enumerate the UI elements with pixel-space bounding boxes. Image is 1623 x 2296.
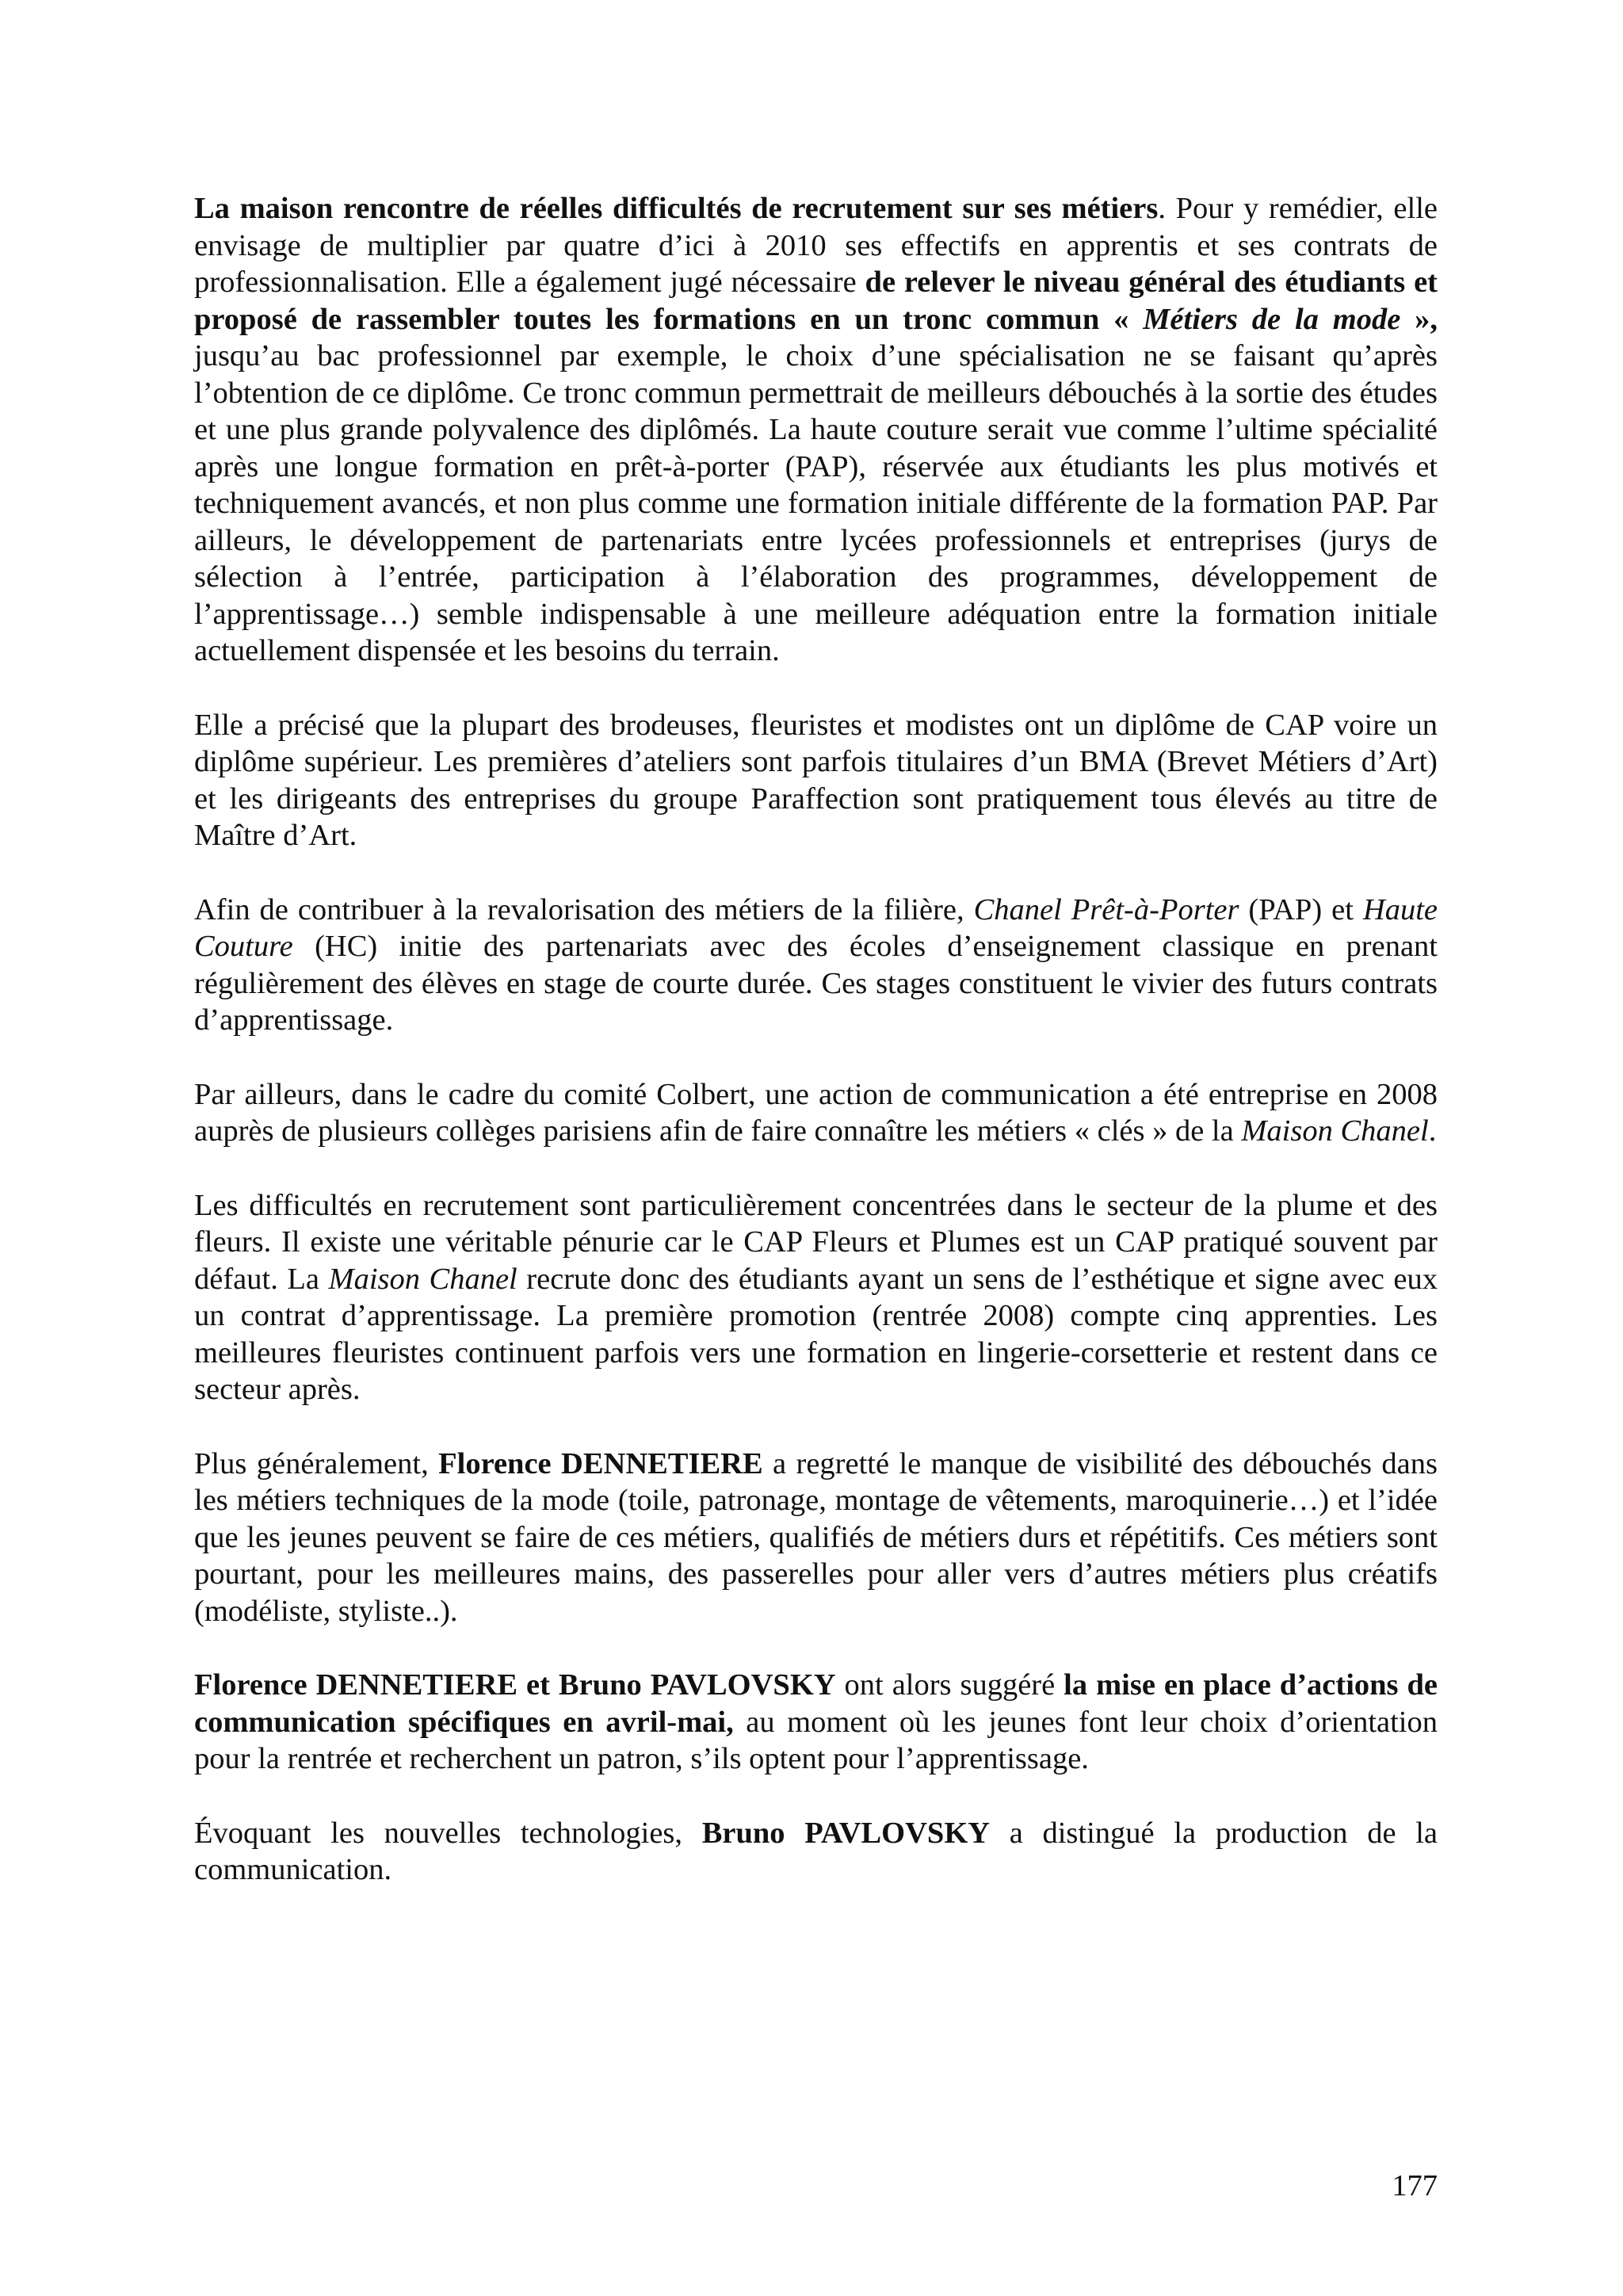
text-span: Maison Chanel <box>1241 1114 1429 1148</box>
text-span: Maison Chanel <box>328 1262 517 1296</box>
text-span: », <box>1400 302 1438 336</box>
text-span: Par ailleurs, dans le cadre du comité Colbert, une action de communication a été entreprise en 2008 auprès de plusieurs collèges parisiens afin de faire connaître les métiers « clés » de la <box>194 1077 1438 1148</box>
text-span: Florence DENNETIERE <box>438 1446 763 1480</box>
text-span: de relever le niveau général des étudiants et proposé de rassembler toutes les formations en un tronc commun « <box>194 266 1438 336</box>
text-span: (HC) initie des partenariats avec des écoles d’enseignement classique en prenant régulièrement des élèves en stage de courte durée. Ces stages constituent le vivier des futurs contrats d’apprentissage. <box>194 930 1438 1037</box>
text-span: Bruno PAVLOVSKY <box>701 1816 991 1850</box>
text-span: Évoquant les nouvelles technologies, <box>194 1816 702 1850</box>
text-span: a distingué la production de la communication. <box>194 1816 1438 1886</box>
text-span: a regretté le manque de visibilité des débouchés dans les métiers techniques de la mode (toile, patronage, montage de vêtements, maroquinerie…) et l’idée que les jeunes peuvent se faire de ces métiers, qualifiés de métiers durs et répétitifs. Ces métiers sont pourtant, pour les meilleures mains, des passerelles pour aller vers d’autres métiers plus créatifs (modéliste, styliste..). <box>194 1446 1438 1628</box>
text-span: Haute Couture <box>194 892 1438 963</box>
paragraph-plume-fleurs <box>194 1187 1438 1408</box>
text-span: Elle a précisé que la plupart des brodeuses, fleuristes et modistes ont un diplôme de CAP voire un diplôme supérieur. Les premières d’ateliers sont parfois titulaires d’un BMA (Brevet Métiers d’Art) et les dirigeants des entreprises du groupe Paraffection sont pratiquement tous élevés au titre de Maître d’Art. <box>194 708 1438 852</box>
text-span: ont alors suggéré <box>835 1668 1064 1702</box>
text-span: Plus généralement, <box>194 1446 439 1480</box>
page-number: 177 <box>1392 2169 1438 2202</box>
paragraph-new-technologies <box>194 1815 1438 1889</box>
text-span: La maison rencontre de réelles difficultés de recrutement sur ses métiers <box>194 192 1159 225</box>
text-span: Chanel Prêt-à-Porter <box>973 892 1239 926</box>
paragraph-visibility <box>194 1446 1438 1630</box>
text-span: Les difficultés en recrutement sont particulièrement concentrées dans le secteur de la plume et des fleurs. Il existe une véritable pénurie car le CAP Fleurs et Plumes est un CAP pratiqué souvent par défaut. La <box>194 1188 1438 1296</box>
paragraph-partnerships <box>194 892 1438 1039</box>
text-span: . <box>1428 1114 1437 1148</box>
text-span: Métiers de la mode <box>1143 302 1401 336</box>
paragraph-recruitment-difficulties <box>194 190 1438 670</box>
paragraph-comite-colbert <box>194 1076 1438 1150</box>
text-span: la mise en place d’actions de communication spécifiques en avril-mai, <box>194 1668 1438 1739</box>
document-body <box>194 190 1438 1926</box>
paragraph-communication-actions <box>194 1667 1438 1778</box>
text-span: au moment où les jeunes font leur choix d’orientation pour la rentrée et recherchent un patron, s’ils optent pour l’apprentissage. <box>194 1705 1438 1775</box>
text-span: Afin de contribuer à la revalorisation des métiers de la filière, <box>194 892 974 926</box>
text-span: recrute donc des étudiants ayant un sens de l’esthétique et signe avec eux un contrat d’apprentissage. La première promotion (rentrée 2008) compte cinq apprenties. Les meilleures fleuristes continuent parfois vers une formation en lingerie-corsetterie et restent dans ce secteur après. <box>194 1262 1438 1406</box>
paragraph-diplomas <box>194 707 1438 854</box>
text-span: . Pour y remédier, elle envisage de multiplier par quatre d’ici à 2010 ses effectifs en apprentis et ses contrats de professionnalisation. Elle a également jugé nécessaire <box>194 192 1438 299</box>
text-span: Florence DENNETIERE et Bruno PAVLOVSKY <box>194 1668 836 1702</box>
text-span: jusqu’au bac professionnel par exemple, le choix d’une spécialisation ne se faisant qu’après l’obtention de ce diplôme. Ce tronc commun permettrait de meilleurs débouchés à la sortie des études et une plus grande polyvalence des diplômés. La haute couture serait vue comme l’ultime spécialité après une longue formation en prêt-à-porter (PAP), réservée aux étudiants les plus motivés et techniquement avancés, et non plus comme une formation initiale différente de la formation PAP. Par ailleurs, le développement de partenariats entre lycées professionnels et entreprises (jurys de sélection à l’entrée, participation à l’élaboration des programmes, développement de l’apprentissage…) semble indispensable à une meilleure adéquation entre la formation initiale actuellement dispensée et les besoins du terrain. <box>194 339 1438 667</box>
text-span: (PAP) et <box>1239 892 1363 926</box>
